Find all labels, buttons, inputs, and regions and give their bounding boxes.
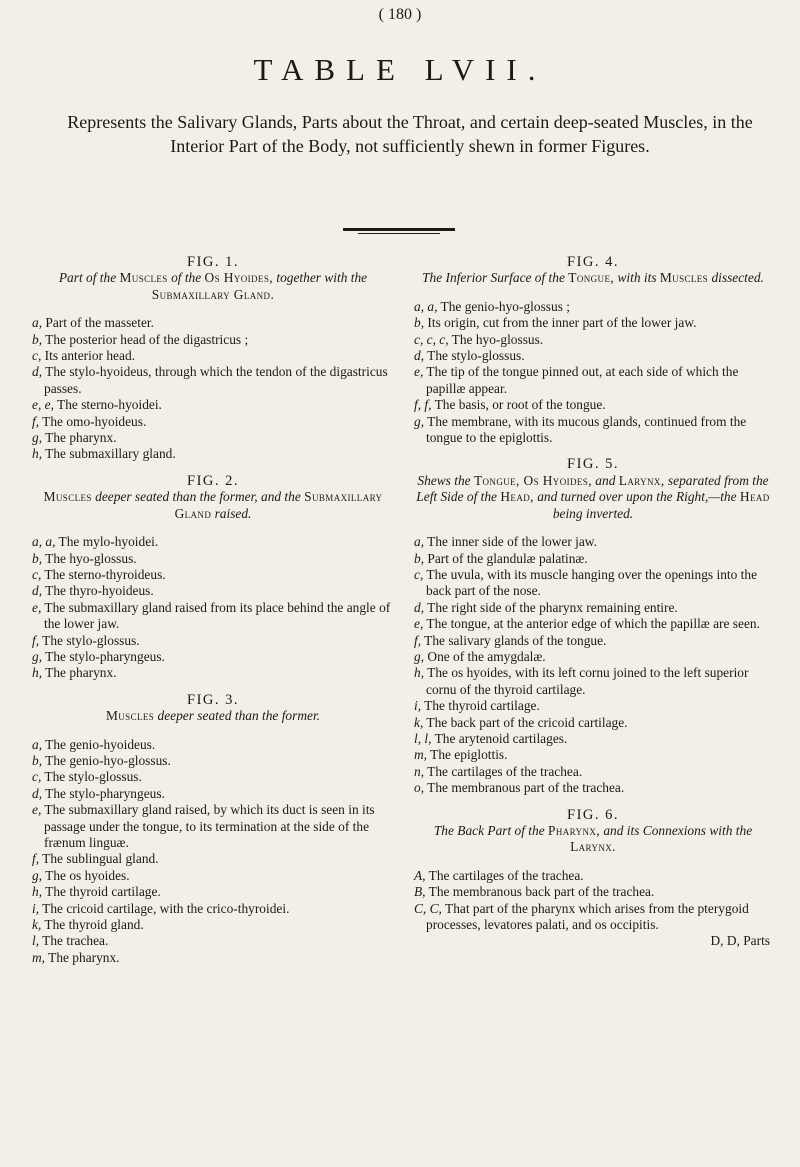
figure-1 — [32, 254, 394, 463]
legend-text: The stylo-glossus. — [39, 632, 140, 648]
legend-item — [414, 731, 772, 747]
legend-item — [414, 414, 772, 447]
legend-letter: A, — [414, 867, 426, 883]
legend-item — [32, 315, 394, 331]
legend-letter: k, — [414, 714, 424, 730]
figure-2-items — [32, 534, 394, 682]
legend-letter: e, — [414, 364, 424, 380]
legend-text: The hyo-glossus. — [42, 550, 137, 566]
legend-letter: c, — [32, 769, 42, 785]
legend-letter: n, — [414, 763, 425, 779]
legend-item — [414, 715, 772, 731]
legend-letter: d, — [32, 364, 43, 380]
legend-item — [32, 786, 394, 802]
legend-text: The sterno-thyroideus. — [41, 566, 166, 582]
legend-text: The stylo-pharyngeus. — [42, 648, 165, 664]
legend-item — [32, 348, 394, 364]
legend-text: The epiglottis. — [427, 747, 508, 763]
legend-letter: e, e, — [32, 397, 54, 413]
legend-text: The cricoid cartilage, with the crico-thyroidei. — [39, 900, 290, 916]
legend-item — [32, 649, 394, 665]
legend-item — [32, 446, 394, 462]
legend-letter: a, a, — [32, 534, 56, 550]
legend-text: Its origin, cut from the inner part of the lower jaw. — [424, 315, 697, 331]
figure-5-heading: FIG. 5. — [567, 456, 619, 473]
legend-item — [414, 397, 772, 413]
legend-item — [414, 698, 772, 714]
legend-text: The thyroid gland. — [41, 917, 144, 933]
legend-item — [32, 933, 394, 949]
legend-item — [414, 332, 772, 348]
legend-text: The hyo-glossus. — [448, 331, 544, 347]
legend-item — [414, 364, 772, 397]
figure-4-heading: FIG. 4. — [567, 254, 619, 270]
legend-text: The stylo-glossus. — [424, 348, 525, 364]
legend-item — [414, 901, 772, 934]
legend-text: The submaxillary gland raised from its place behind the angle of the lower jaw. — [41, 599, 391, 632]
legend-item — [32, 851, 394, 867]
legend-item — [414, 534, 772, 550]
legend-item — [32, 737, 394, 753]
figure-1-heading: FIG. 1. — [187, 254, 239, 270]
legend-item — [414, 665, 772, 698]
legend-item — [32, 332, 394, 348]
figure-3-heading: FIG. 3. — [187, 691, 239, 708]
left-column — [32, 254, 394, 976]
legend-text: The genio-hyo-glossus ; — [437, 298, 570, 314]
legend-letter: c, — [32, 566, 42, 582]
legend-letter: i, — [32, 900, 40, 916]
legend-item — [414, 764, 772, 780]
figure-5-items — [414, 534, 772, 797]
legend-letter: B, — [414, 884, 426, 900]
legend-item — [414, 600, 772, 616]
legend-letter: g, — [414, 413, 425, 429]
figure-4 — [414, 254, 772, 446]
legend-letter: f, — [32, 632, 40, 648]
legend-letter: g, — [414, 648, 425, 664]
legend-item — [32, 633, 394, 649]
figure-4-caption: The Inferior Surface of the Tongue, with its Muscles dissected. — [422, 270, 764, 286]
catchword: D, D, Parts — [710, 933, 770, 949]
legend-item — [32, 868, 394, 884]
figure-3-caption: Muscles deeper seated than the former. — [105, 708, 321, 724]
divider-rule-thin — [358, 233, 440, 234]
legend-letter: a, — [414, 534, 425, 550]
legend-text: The submaxillary gland. — [42, 446, 176, 462]
legend-text: The membranous back part of the trachea. — [425, 884, 655, 900]
legend-item — [32, 884, 394, 900]
figure-2-caption: Muscles deeper seated than the former, and the Submaxillary Gland raised. — [43, 489, 383, 521]
legend-item — [414, 868, 772, 884]
legend-text: The back part of the cricoid cartilage. — [423, 714, 628, 730]
legend-letter: c, c, c, — [414, 331, 449, 347]
legend-text: The genio-hyo-glossus. — [42, 752, 171, 768]
legend-text: The pharynx. — [45, 949, 120, 965]
legend-text: The membrane, with its mucous glands, continued from the tongue to the epiglottis. — [424, 413, 747, 446]
legend-letter: h, — [32, 446, 43, 462]
legend-text: The trachea. — [39, 933, 109, 949]
legend-letter: a, — [32, 315, 43, 331]
figure-2-heading: FIG. 2. — [187, 472, 239, 489]
legend-text: The cartilages of the trachea. — [425, 867, 584, 883]
legend-text: The basis, or root of the tongue. — [431, 397, 606, 413]
legend-letter: c, — [414, 566, 424, 582]
intro-paragraph: Represents the Salivary Glands, Parts about the Throat, and certain deep-seated Muscles, in the Interior Part of the Body, not sufficiently shewn in former Figures. — [67, 112, 753, 156]
figure-6-items — [414, 868, 772, 934]
legend-letter: e, — [32, 599, 42, 615]
legend-text: Its anterior head. — [41, 348, 135, 364]
legend-item — [32, 901, 394, 917]
legend-item — [32, 665, 394, 681]
legend-letter: m, — [414, 747, 428, 763]
legend-letter: k, — [32, 917, 42, 933]
legend-text: The inner side of the lower jaw. — [424, 534, 597, 550]
legend-item — [32, 534, 394, 550]
legend-text: The pharynx. — [42, 665, 117, 681]
legend-letter: l, l, — [414, 730, 432, 746]
legend-text: Part of the masseter. — [42, 315, 154, 331]
legend-text: The os hyoides. — [42, 867, 130, 883]
legend-item — [32, 753, 394, 769]
legend-text: The arytenoid cartilages. — [431, 730, 568, 746]
legend-item — [32, 600, 394, 633]
legend-item — [32, 769, 394, 785]
legend-text: The os hyoides, with its left cornu joined to the left superior cornu of the thyroid cartilage. — [424, 665, 749, 697]
legend-item — [32, 917, 394, 933]
divider-rule — [343, 228, 455, 231]
legend-item — [32, 583, 394, 599]
legend-letter: h, — [32, 884, 43, 900]
legend-letter: g, — [32, 430, 43, 446]
legend-letter: b, — [32, 752, 43, 768]
legend-item — [414, 551, 772, 567]
legend-text: Part of the glandulæ palatinæ. — [424, 550, 588, 566]
figure-6-heading: FIG. 6. — [567, 806, 619, 823]
legend-letter: b, — [414, 315, 425, 331]
legend-text: That part of the pharynx which arises from the pterygoid processes, levatores palati, and os occipitis. — [426, 900, 749, 933]
legend-item — [414, 649, 772, 665]
figure-6 — [414, 807, 772, 950]
legend-text: The genio-hyoideus. — [42, 736, 156, 752]
legend-item — [32, 950, 394, 966]
legend-letter: l, — [32, 933, 40, 949]
legend-text: The pharynx. — [42, 430, 117, 446]
legend-text: The thyroid cartilage. — [42, 884, 161, 900]
legend-text: One of the amygdalæ. — [424, 648, 546, 664]
legend-letter: C, C, — [414, 900, 442, 916]
legend-letter: e, — [414, 616, 424, 632]
legend-text: The stylo-hyoideus, through which the tendon of the digastricus passes. — [42, 364, 388, 396]
legend-item — [32, 551, 394, 567]
legend-letter: b, — [32, 550, 43, 566]
legend-text: The sterno-hyoidei. — [53, 397, 162, 413]
legend-text: The membranous part of the trachea. — [424, 780, 625, 796]
legend-item — [414, 616, 772, 632]
figure-1-items — [32, 315, 394, 463]
legend-letter: d, — [32, 785, 43, 801]
legend-letter: d, — [414, 348, 425, 364]
legend-item — [414, 299, 772, 315]
legend-item — [414, 884, 772, 900]
figure-3-items — [32, 737, 394, 967]
figure-6-caption: The Back Part of the Pharynx, and its Connexions with the Larynx. — [433, 823, 753, 855]
legend-letter: m, — [32, 949, 46, 965]
legend-text: The uvula, with its muscle hanging over the openings into the back part of the nose. — [423, 566, 758, 599]
legend-item — [32, 414, 394, 430]
legend-letter: d, — [32, 583, 43, 599]
figure-5 — [414, 456, 772, 796]
legend-letter: b, — [414, 550, 425, 566]
legend-item — [32, 364, 394, 397]
right-column — [414, 254, 772, 950]
table-title: TABLE LVII. — [253, 52, 547, 87]
legend-item — [32, 802, 394, 851]
legend-letter: f, — [32, 413, 40, 429]
legend-letter: f, — [32, 851, 40, 867]
legend-item — [414, 348, 772, 364]
legend-item — [32, 567, 394, 583]
legend-text: The right side of the pharynx remaining entire. — [424, 599, 678, 615]
legend-letter: f, f, — [414, 397, 432, 413]
legend-item — [414, 633, 772, 649]
figure-5-caption: Shews the Tongue, Os Hyoides, and Larynx, separated from the Left Side of the Head, and turned over upon the Right,—the Head being inverted. — [416, 472, 770, 521]
legend-text: The cartilages of the trachea. — [424, 763, 583, 779]
legend-item — [32, 430, 394, 446]
legend-text: The tip of the tongue pinned out, at each side of which the papillæ appear. — [423, 364, 739, 396]
figure-3 — [32, 692, 394, 967]
legend-letter: h, — [32, 665, 43, 681]
legend-letter: i, — [414, 698, 422, 714]
legend-letter: f, — [414, 632, 422, 648]
legend-letter: d, — [414, 599, 425, 615]
legend-item — [414, 747, 772, 763]
legend-letter: o, — [414, 780, 425, 796]
figure-2 — [32, 473, 394, 682]
legend-text: The posterior head of the digastricus ; — [42, 331, 249, 347]
figure-1-caption: Part of the Muscles of the Os Hyoides, together with the Submaxillary Gland. — [58, 270, 368, 302]
legend-text: The sublingual gland. — [39, 851, 159, 867]
legend-letter: e, — [32, 802, 42, 818]
legend-letter: a, — [32, 736, 43, 752]
legend-item — [414, 315, 772, 331]
legend-item — [32, 397, 394, 413]
legend-letter: b, — [32, 331, 43, 347]
page-number: ( 180 ) — [378, 6, 422, 23]
legend-letter: c, — [32, 348, 42, 364]
legend-item — [414, 780, 772, 796]
legend-letter: a, a, — [414, 298, 438, 314]
legend-text: The salivary glands of the tongue. — [421, 632, 607, 648]
legend-text: The tongue, at the anterior edge of which the papillæ are seen. — [423, 616, 760, 632]
legend-letter: h, — [414, 665, 425, 681]
legend-text: The omo-hyoideus. — [39, 413, 147, 429]
legend-item — [414, 567, 772, 600]
legend-text: The mylo-hyoidei. — [55, 534, 159, 550]
figure-4-items — [414, 299, 772, 447]
legend-text: The stylo-pharyngeus. — [42, 785, 165, 801]
legend-text: The submaxillary gland raised, by which its duct is seen in its passage under the tongue, to its termination at the side of the frænum linguæ. — [41, 802, 375, 850]
legend-text: The stylo-glossus. — [41, 769, 142, 785]
legend-letter: g, — [32, 648, 43, 664]
legend-letter: g, — [32, 867, 43, 883]
legend-text: The thyro-hyoideus. — [42, 583, 154, 599]
legend-text: The thyroid cartilage. — [421, 698, 540, 714]
